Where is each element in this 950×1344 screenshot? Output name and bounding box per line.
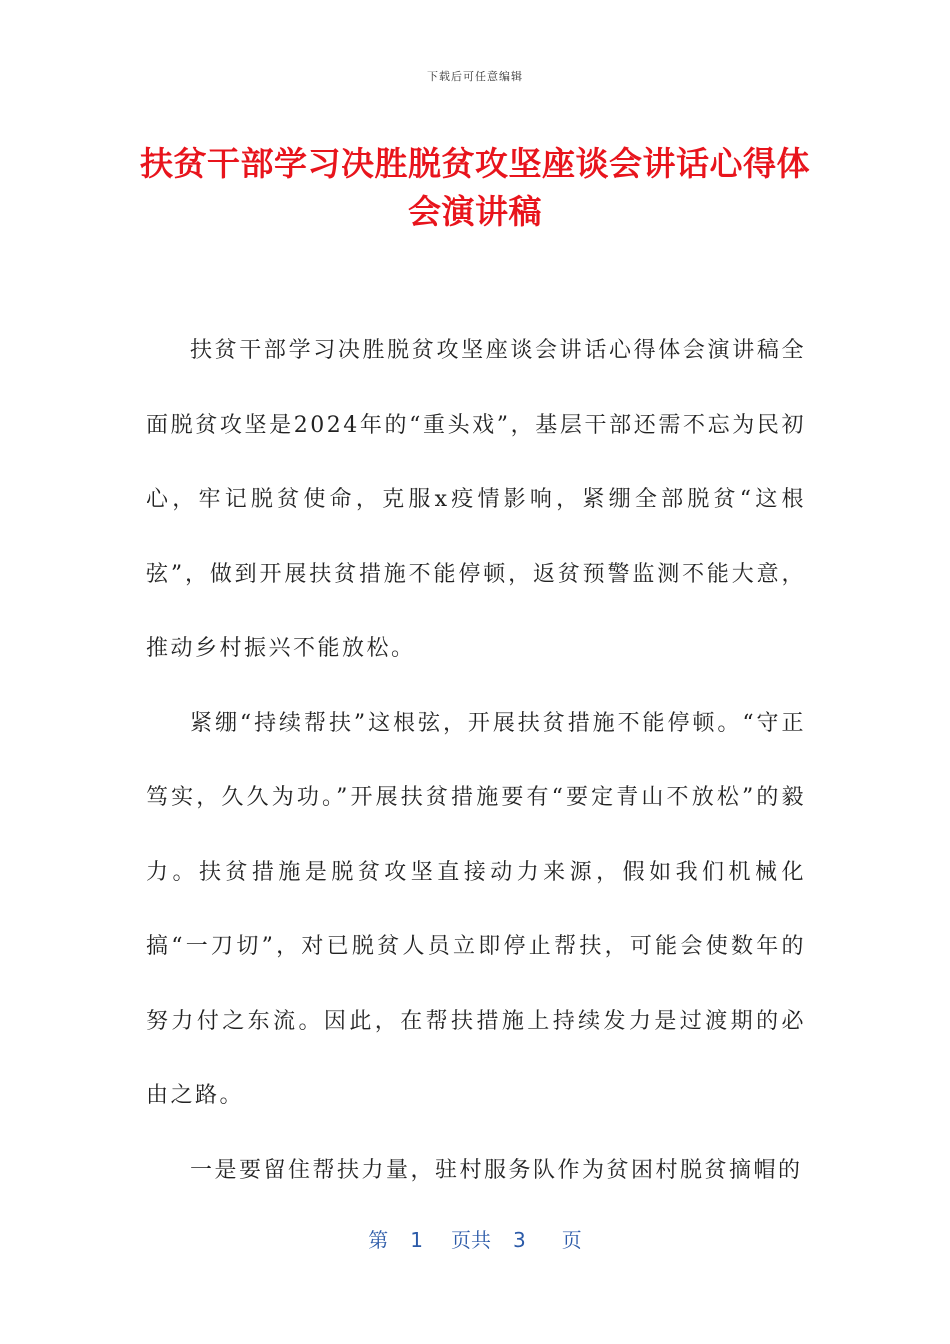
page-total: 3 <box>513 1228 526 1252</box>
page-prefix: 第 <box>368 1228 389 1252</box>
page-number-footer <box>0 1224 950 1253</box>
page-mid: 页共 <box>451 1228 491 1252</box>
header-note: 下载后可任意编辑 <box>427 70 523 83</box>
document-title: 扶贫干部学习决胜脱贫攻坚座谈会讲话心得体会演讲稿 <box>140 144 810 231</box>
paragraph: 紧绷“持续帮扶”这根弦，开展扶贫措施不能停顿。“守正笃实，久久为功。”开展扶贫措施要有“要定青山不放松”的毅力。扶贫措施是脱贫攻坚直接动力来源，假如我们机械化搞“一刀切”，对已脱贫人员立即停止帮扶，可能会使数年的努力付之东流。因此，在帮扶措施上持续发力是过渡期的必由之路。 <box>146 710 806 1108</box>
document-body <box>146 314 806 1208</box>
paragraph: 一是要留住帮扶力量，驻村服务队作为贫困村脱贫摘帽的 <box>190 1157 803 1183</box>
page-current: 1 <box>410 1228 423 1252</box>
paragraph: 扶贫干部学习决胜脱贫攻坚座谈会讲话心得体会演讲稿全面脱贫攻坚是2024年的“重头戏”，基层干部还需不忘为民初心，牢记脱贫使命，克服x疫情影响，紧绷全部脱贫“这根弦”，做到开展扶贫措施不能停顿，返贫预警监测不能大意，推动乡村振兴不能放松。 <box>146 338 806 661</box>
page-suffix: 页 <box>561 1228 582 1252</box>
